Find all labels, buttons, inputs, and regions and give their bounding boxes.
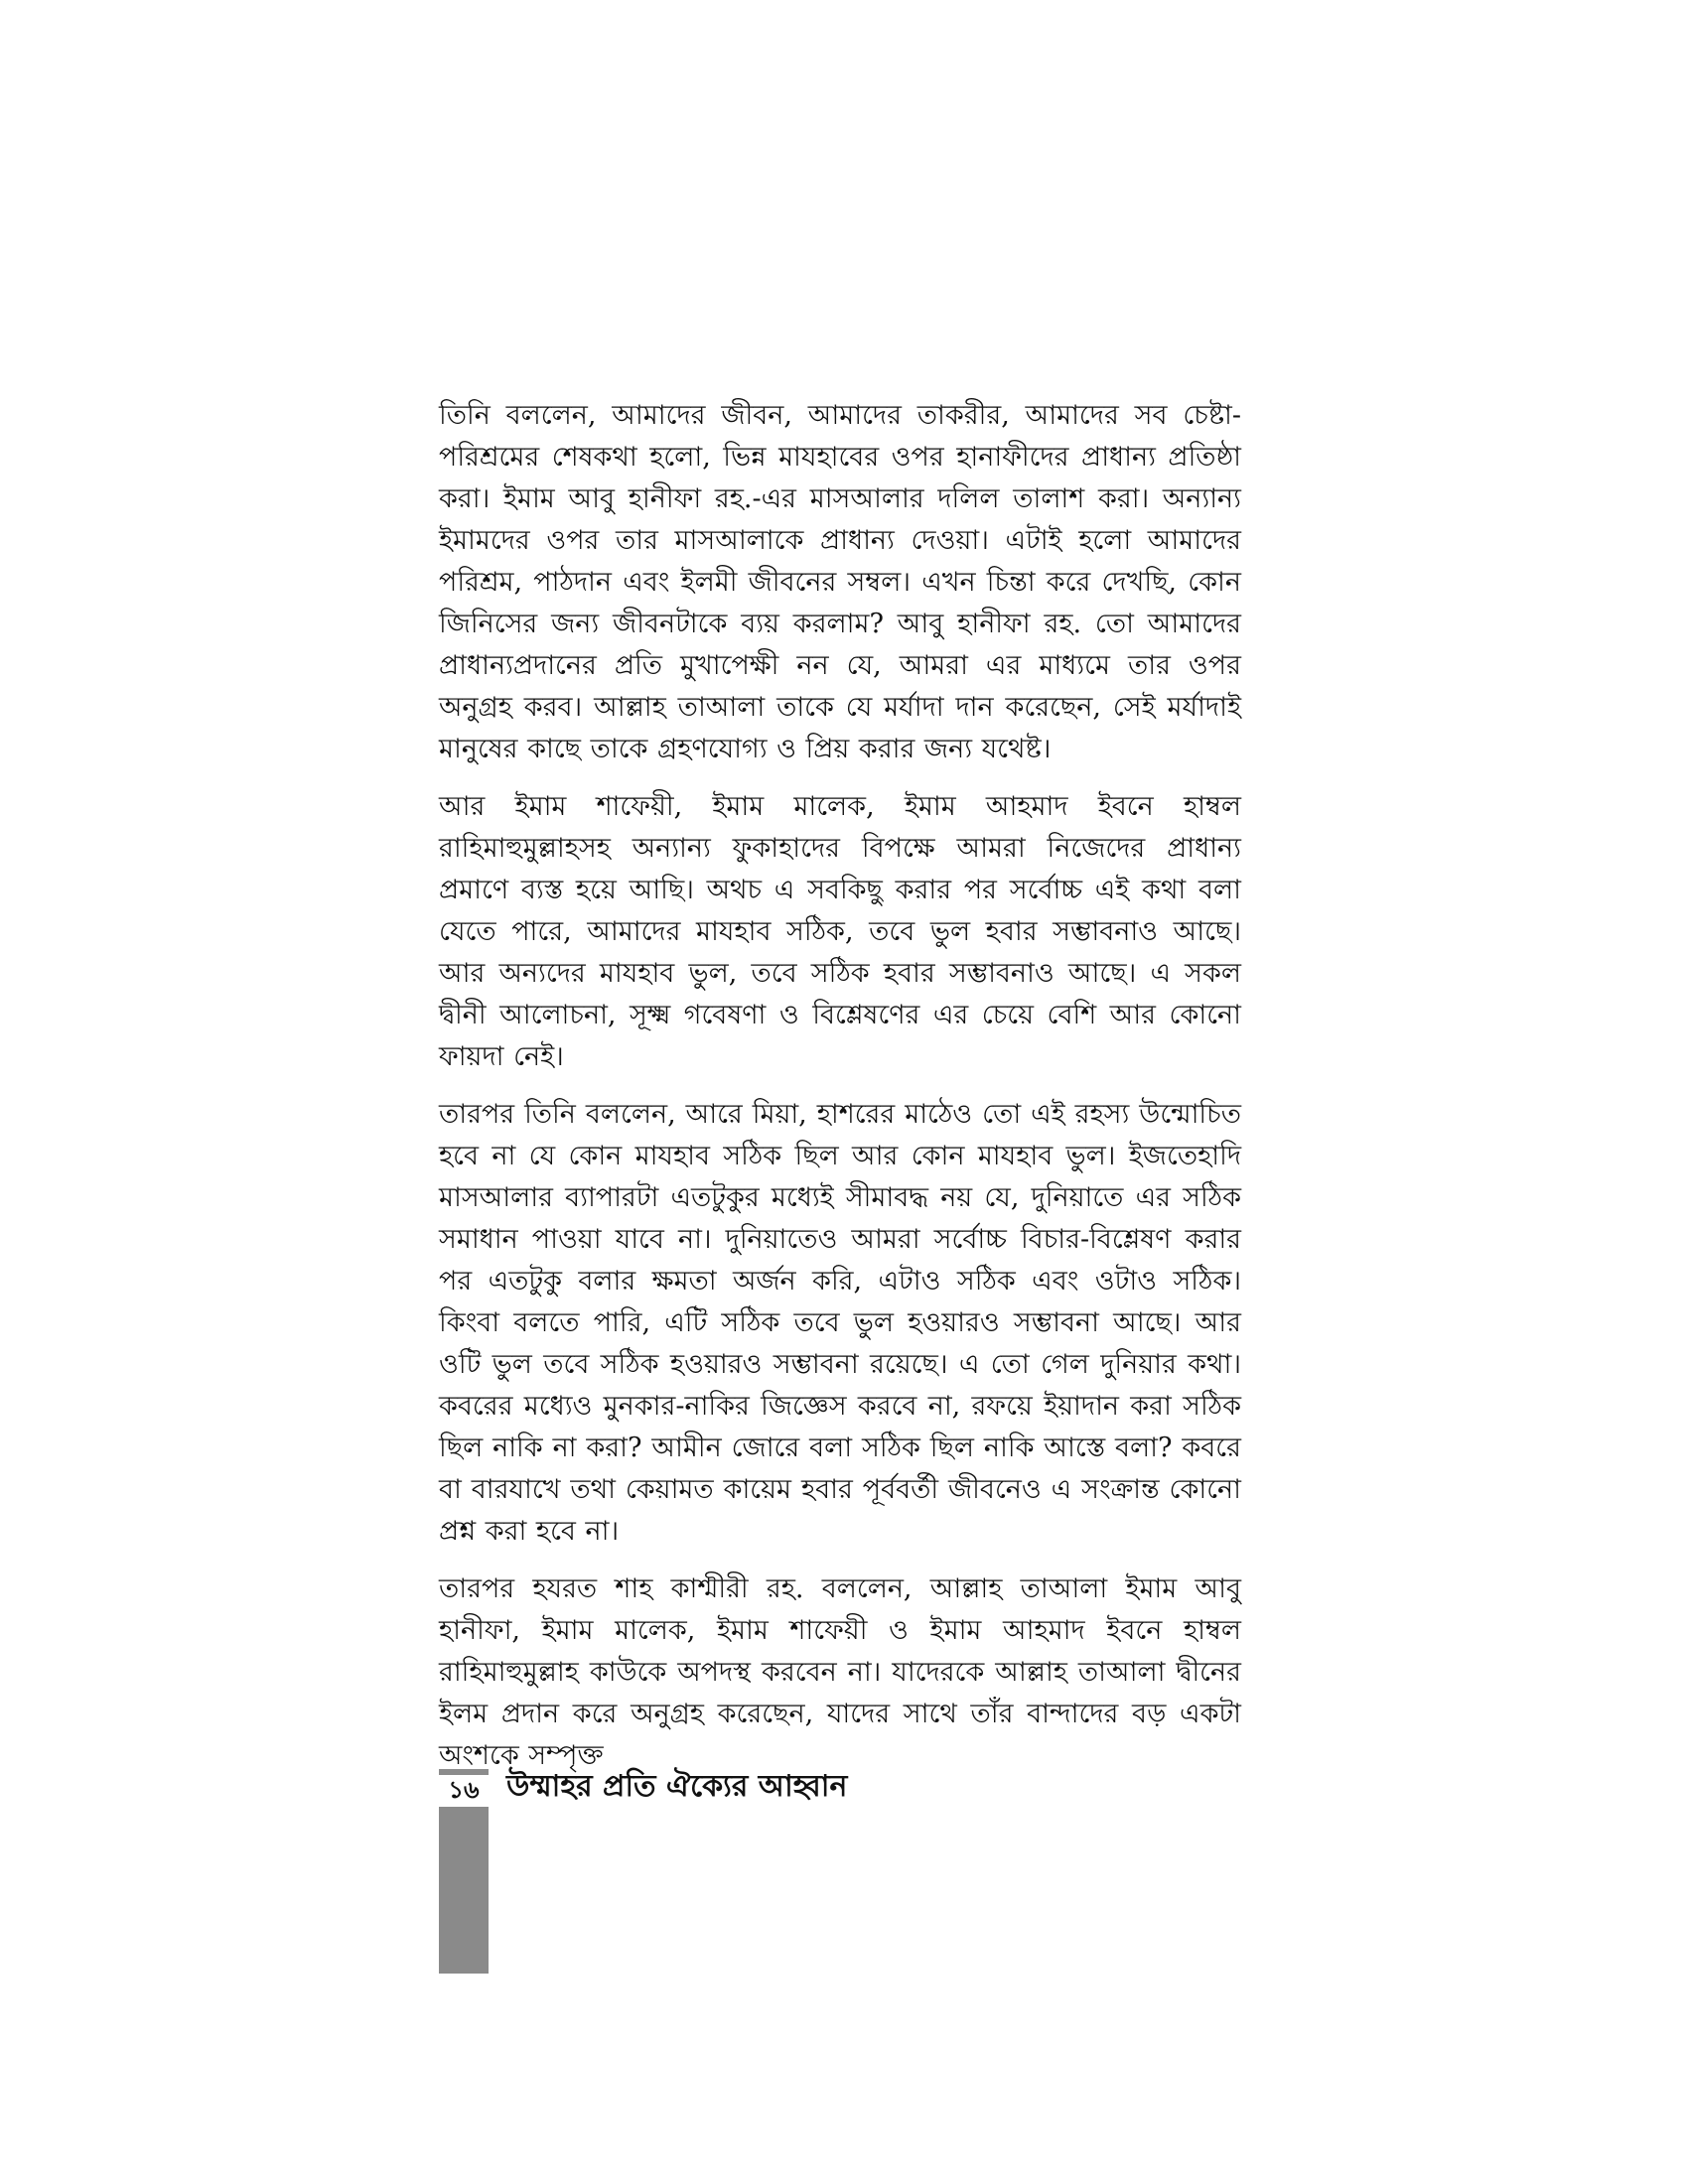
page-footer — [439, 1769, 1241, 1809]
page-edge-tab — [439, 1807, 489, 1974]
page-number: ১৬ — [439, 1769, 489, 1805]
paragraph-2: আর ইমাম শাফেয়ী, ইমাম মালেক, ইমাম আহমাদ ইবনে হাম্বল রাহিমাহুমুল্লাহসহ অন্যান্য ফুকাহাদের বিপক্ষে আমরা নিজেদের প্রাধান্য প্রমাণে ব্যস্ত হয়ে আছি। অথচ এ সবকিছু করার পর সর্বোচ্চ এই কথা বলা যেতে পারে, আমাদের মাযহাব সঠিক, তবে ভুল হবার সম্ভাবনাও আছে। আর অন্যদের মাযহাব ভুল, তবে সঠিক হবার সম্ভাবনাও আছে। এ সকল দ্বীনী আলোচনা, সূক্ষ্ম গবেষণা ও বিশ্লেষণের এর চেয়ে বেশি আর কোনো ফায়দা নেই। — [439, 791, 1241, 1072]
paragraph-4: তারপর হযরত শাহ কাশ্মীরী রহ. বললেন, আল্লাহ তাআলা ইমাম আবু হানীফা, ইমাম মালেক, ইমাম শাফেয়ী ও ইমাম আহমাদ ইবনে হাম্বল রাহিমাহুমুল্লাহ কাউকে অপদস্থ করবেন না। যাদেরকে আল্লাহ তাআলা দ্বীনের ইলম প্রদান করে অনুগ্রহ করেছেন, যাদের সাথে তাঁর বান্দাদের বড় একটা অংশকে সম্পৃক্ত — [439, 1573, 1241, 1771]
running-title: উম্মাহর প্রতি ঐক্যের আহ্বান — [506, 1769, 848, 1804]
paragraph-1: তিনি বললেন, আমাদের জীবন, আমাদের তাকরীর, আমাদের সব চেষ্টা-পরিশ্রমের শেষকথা হলো, ভিন্ন মাযহাবের ওপর হানাফীদের প্রাধান্য প্রতিষ্ঠা করা। ইমাম আবু হানীফা রহ.-এর মাসআলার দলিল তালাশ করা। অন্যান্য ইমামদের ওপর তার মাসআলাকে প্রাধান্য দেওয়া। এটাই হলো আমাদের পরিশ্রম, পাঠদান এবং ইলমী জীবনের সম্বল। এখন চিন্তা করে দেখছি, কোন জিনিসের জন্য জীবনটাকে ব্যয় করলাম? আবু হানীফা রহ. তো আমাদের প্রাধান্যপ্রদানের প্রতি মুখাপেক্ষী নন যে, আমরা এর মাধ্যমে তার ওপর অনুগ্রহ করব। আল্লাহ তাআলা তাকে যে মর্যাদা দান করেছেন, সেই মর্যাদাই মানুষের কাছে তাকে গ্রহণযোগ্য ও প্রিয় করার জন্য যথেষ্ট। — [439, 400, 1241, 764]
paragraph-3: তারপর তিনি বললেন, আরে মিয়া, হাশরের মাঠেও তো এই রহস্য উন্মোচিত হবে না যে কোন মাযহাব সঠিক ছিল আর কোন মাযহাব ভুল। ইজতেহাদি মাসআলার ব্যাপারটা এতটুকুর মধ্যেই সীমাবদ্ধ নয় যে, দুনিয়াতে এর সঠিক সমাধান পাওয়া যাবে না। দুনিয়াতেও আমরা সর্বোচ্চ বিচার-বিশ্লেষণ করার পর এতটুকু বলার ক্ষমতা অর্জন করি, এটাও সঠিক এবং ওটাও সঠিক। কিংবা বলতে পারি, এটি সঠিক তবে ভুল হওয়ারও সম্ভাবনা আছে। আর ওটি ভুল তবে সঠিক হওয়ারও সম্ভাবনা রয়েছে। এ তো গেল দুনিয়ার কথা। কবরের মধ্যেও মুনকার-নাকির জিজ্ঞেস করবে না, রফয়ে ইয়াদান করা সঠিক ছিল নাকি না করা? আমীন জোরে বলা সঠিক ছিল নাকি আস্তে বলা? কবরে বা বারযাখে তথা কেয়ামত কায়েম হবার পূর্ববর্তী জীবনেও এ সংক্রান্ত কোনো প্রশ্ন করা হবে না। — [439, 1099, 1241, 1547]
body-text — [439, 395, 1241, 1793]
